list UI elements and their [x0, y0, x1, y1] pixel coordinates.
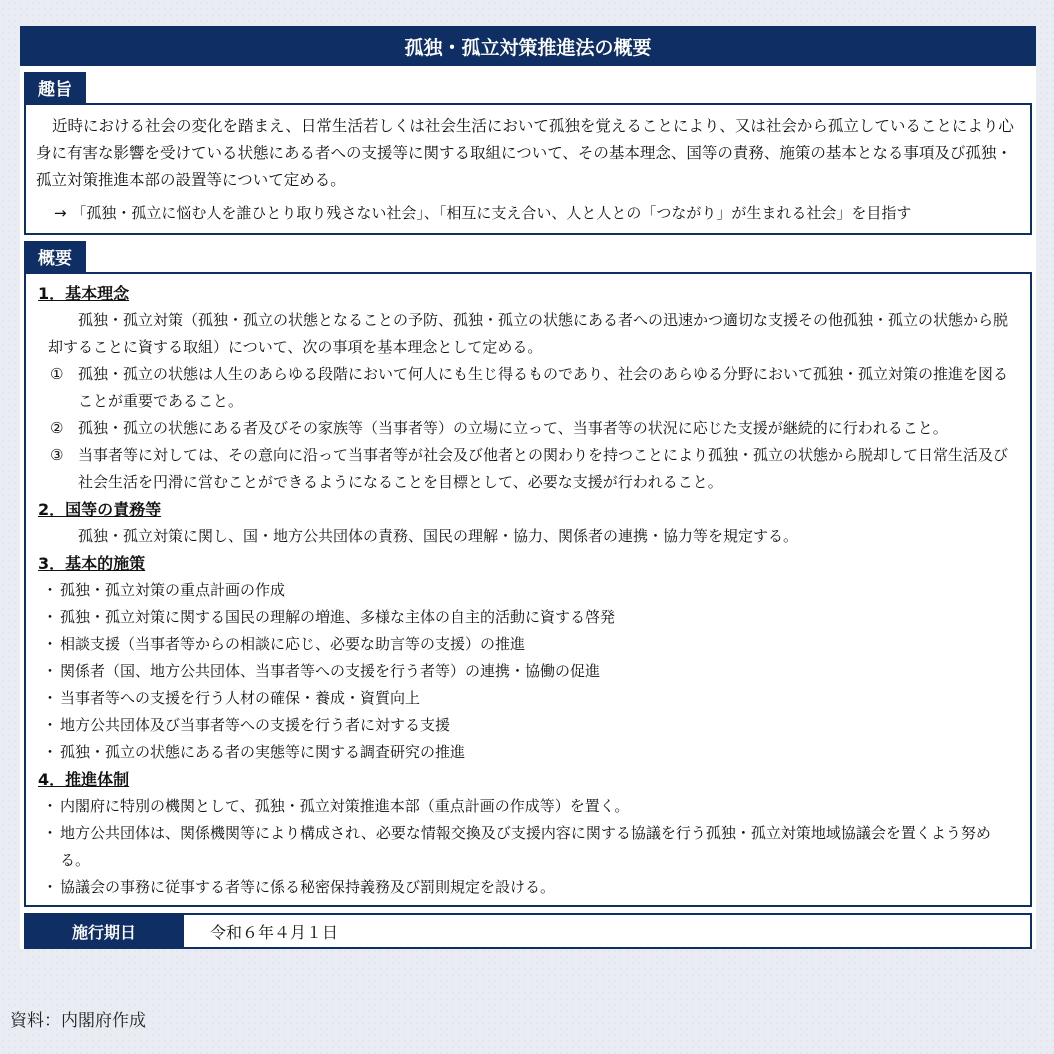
law-summary-frame: [20, 26, 1036, 949]
list-item: [38, 658, 1020, 685]
page-title: 孤独・孤立対策推進法の概要: [20, 26, 1036, 66]
list-item-text: 協議会の事務に従事する者等に係る秘密保持義務及び罰則規定を設ける。: [60, 878, 556, 896]
list-item-text: 内閣府に特別の機関として、孤独・孤立対策推進本部（重点計画の作成等）を置く。: [60, 797, 630, 815]
list-item: [38, 793, 1020, 820]
purpose-tag: 趣旨: [24, 72, 86, 103]
section-heading: 2．国等の責務等: [38, 500, 162, 519]
list-item: [38, 820, 1020, 874]
bullet-mark: ・: [42, 716, 58, 734]
item-text: 孤独・孤立の状態にある者及びその家族等（当事者等）の立場に立って、当事者等の状況に応じた支援が継続的に行われること。: [78, 419, 948, 437]
list-item: [38, 631, 1020, 658]
list-item-text: 孤独・孤立対策の重点計画の作成: [60, 581, 286, 599]
list-item: [38, 874, 1020, 901]
list-item-text: 当事者等への支援を行う人材の確保・養成・資質向上: [60, 689, 421, 707]
section-promotion-system: [38, 766, 1020, 901]
section-basic-principles: [38, 280, 1020, 496]
item-number: ①: [50, 365, 64, 383]
list-item-text: 孤独・孤立の状態にある者の実態等に関する調査研究の推進: [60, 743, 466, 761]
list-item-text: 地方公共団体及び当事者等への支援を行う者に対する支援: [60, 716, 451, 734]
section-responsibilities: [38, 496, 1020, 550]
purpose-goal: → 「孤独・孤立に悩む人を誰ひとり取り残さない社会」、「相互に支え合い、人と人との「つながり」が生まれる社会」を目指す: [54, 204, 912, 222]
overview-tag: 概要: [24, 241, 86, 272]
section-paragraph: 孤独・孤立対策（孤独・孤立の状態となることの予防、孤独・孤立の状態にある者への迅速かつ適切な支援その他孤独・孤立の状態から脱却することに資する取組）について、次の事項を基本理念として定める。: [48, 311, 1009, 356]
purpose-box: [24, 103, 1032, 235]
purpose-text: 近時における社会の変化を踏まえ、日常生活若しくは社会生活において孤独を覚えることにより、又は社会から孤立していることにより心身に有害な影響を受けている状態にある者への支援等に関する取組について、その基本理念、国等の責務、施策の基本となる事項及び孤独・孤立対策推進本部の設置等について定める。: [36, 117, 1014, 189]
list-item: [38, 685, 1020, 712]
bullet-mark: ・: [42, 689, 58, 707]
principle-item: [38, 442, 1020, 496]
list-item: [38, 604, 1020, 631]
bullet-mark: ・: [42, 743, 58, 761]
list-item-text: 相談支援（当事者等からの相談に応じ、必要な助言等の支援）の推進: [60, 635, 526, 653]
enforcement-row: [24, 913, 1032, 949]
list-item: [38, 577, 1020, 604]
overview-box: [24, 272, 1032, 907]
list-item: [38, 739, 1020, 766]
item-text: 当事者等に対しては、その意向に沿って当事者等が社会及び他者との関わりを持つことにより孤独・孤立の状態から脱却して日常生活及び社会生活を円滑に営むことができるようになることを目標として、必要な支援が行われること。: [78, 446, 1009, 491]
bullet-mark: ・: [42, 824, 58, 842]
bullet-mark: ・: [42, 581, 58, 599]
list-item-text: 孤独・孤立対策に関する国民の理解の増進、多様な主体の自主的活動に資する啓発: [60, 608, 616, 626]
section-heading: 3．基本的施策: [38, 554, 146, 573]
enforcement-date: 令和６年４月１日: [184, 913, 1032, 949]
section-basic-measures: [38, 550, 1020, 766]
principle-item: [38, 361, 1020, 415]
principle-item: [38, 415, 1020, 442]
item-text: 孤独・孤立の状態は人生のあらゆる段階において何人にも生じ得るものであり、社会のあらゆる分野において孤独・孤立対策の推進を図ることが重要であること。: [78, 365, 1009, 410]
list-item-text: 地方公共団体は、関係機関等により構成され、必要な情報交換及び支援内容に関する協議を行う孤独・孤立対策地域協議会を置くよう努める。: [60, 824, 991, 869]
bullet-mark: ・: [42, 662, 58, 680]
bullet-mark: ・: [42, 878, 58, 896]
item-number: ③: [50, 446, 64, 464]
section-heading: 1．基本理念: [38, 284, 130, 303]
bullet-mark: ・: [42, 608, 58, 626]
enforcement-label: 施行期日: [24, 913, 184, 949]
section-heading: 4．推進体制: [38, 770, 130, 789]
list-item: [38, 712, 1020, 739]
bullet-mark: ・: [42, 635, 58, 653]
section-paragraph: 孤独・孤立対策に関し、国・地方公共団体の責務、国民の理解・協力、関係者の連携・協力等を規定する。: [78, 527, 799, 545]
bullet-mark: ・: [42, 797, 58, 815]
source-note: 資料：内閣府作成: [10, 1011, 146, 1031]
list-item-text: 関係者（国、地方公共団体、当事者等への支援を行う者等）の連携・協働の促進: [60, 662, 601, 680]
item-number: ②: [50, 419, 64, 437]
